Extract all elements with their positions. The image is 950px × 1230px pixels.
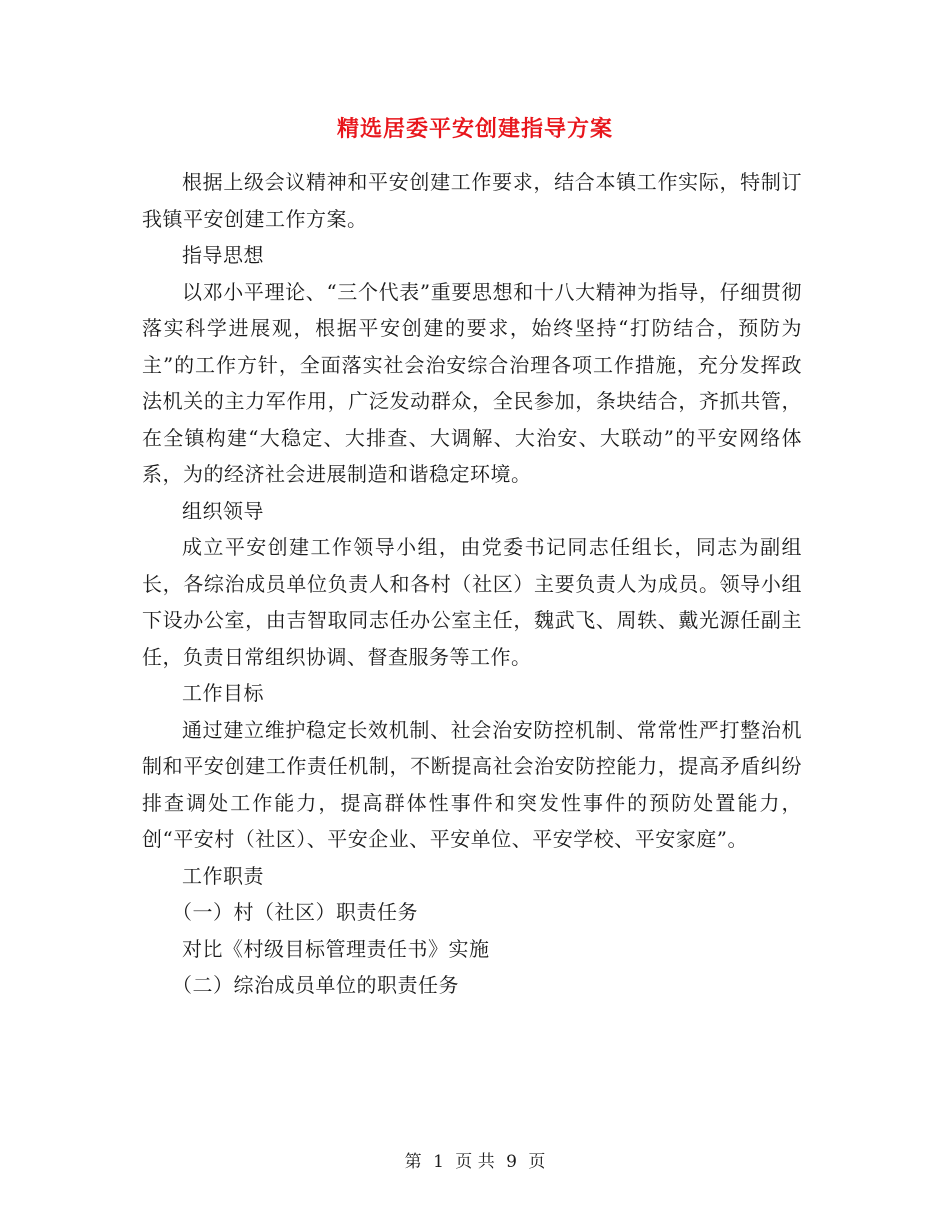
document-title: 精选居委平安创建指导方案 (336, 116, 613, 142)
village-duties-paragraph: 对比《村级目标管理责任书》实施 (182, 936, 490, 961)
document-body (142, 164, 802, 1004)
section-heading-guiding-ideology: 指导思想 (182, 243, 264, 267)
goals-paragraph: 通过建立维护稳定长效机制、社会治安防控机制、常常性严打整治机制和平安创建工作责任机制，不断提高社会治安防控能力，提高矛盾纠纷排查调处工作能力，提高群体性事件和突发性事件的预防处置能力，创“平安村（社区）、平安企业、平安单位、平安学校、平安家庭”。 (142, 717, 802, 851)
leadership-paragraph: 成立平安创建工作领导小组，由党委书记同志任组长，同志为副组长，各综治成员单位负责人和各村（社区）主要负责人为成员。领导小组下设办公室，由吉智取同志任办公室主任，魏武飞、周轶、戴光源任副主任，负责日常组织协调、督查服务等工作。 (142, 535, 802, 669)
guiding-ideology-paragraph: 以邓小平理论、“三个代表”重要思想和十八大精神为指导，仔细贯彻落实科学进展观，根据平安创建的要求，始终坚持“打防结合，预防为主”的工作方针，全面落实社会治安综合治理各项工作措施，充分发挥政法机关的主力军作用，广泛发动群众，全民参加，条块结合，齐抓共管，在全镇构建“大稳定、大排查、大调解、大治安、大联动”的平安网络体系，为的经济社会进展制造和谐稳定环境。 (142, 279, 802, 486)
page-footer (0, 1150, 950, 1174)
page-number-prefix: 第 (404, 1152, 422, 1172)
section-heading-duties: 工作职责 (182, 863, 264, 888)
section-heading-goals: 工作目标 (182, 681, 264, 705)
page-number-total: 9 (506, 1152, 517, 1172)
page-number-mid: 页 共 (455, 1152, 495, 1172)
subsection-village-duties: （一）村（社区）职责任务 (172, 900, 418, 924)
page-number-suffix: 页 (528, 1152, 546, 1172)
subsection-member-unit-duties: （二）综治成员单位的职责任务 (172, 973, 459, 997)
page-number-current: 1 (433, 1152, 444, 1172)
intro-paragraph: 根据上级会议精神和平安创建工作要求，结合本镇工作实际，特制订我镇平安创建工作方案。 (142, 170, 802, 231)
section-heading-leadership: 组织领导 (182, 498, 264, 523)
